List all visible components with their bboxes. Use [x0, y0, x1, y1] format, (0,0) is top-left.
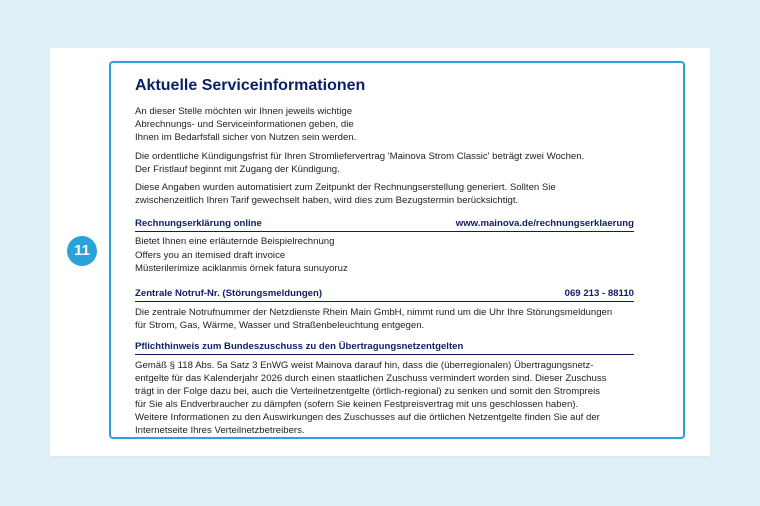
- list-item: Offers you an itemised draft invoice: [135, 249, 286, 261]
- notice-line: zwischenzeitlich Ihren Tarif gewechselt haben, wird dies zum Bezugstermin berücksichtigt.: [135, 195, 519, 206]
- text-line: Internetseite Ihres Verteilnetzbetreibers.: [135, 424, 305, 436]
- intro-line: Ihnen im Bedarfsfall sicher von Nutzen sein werden.: [135, 132, 357, 143]
- text-line: für Sie als Endverbraucher zu dämpfen (sofern Sie keinen Festpreisvertrag mit uns geschlossen haben).: [135, 398, 579, 410]
- text-line: Die zentrale Notrufnummer der Netzdienste Rhein Main GmbH, nimmt rund um die Uhr Ihre Störungsmeldungen: [135, 306, 613, 318]
- section-label: Rechnungserklärung online: [135, 218, 262, 229]
- section-label: Zentrale Notruf-Nr. (Störungsmeldungen): [135, 287, 323, 299]
- notice-line: Diese Angaben wurden automatisiert zum Zeitpunkt der Rechnungserstellung generiert. Sollten Sie: [135, 182, 556, 193]
- notice-line: Der Fristlauf beginnt mit Zugang der Kündigung.: [135, 164, 340, 175]
- invoice-explanation-list: [135, 235, 634, 276]
- emergency-text: [135, 306, 634, 332]
- intro-line: An dieser Stelle möchten wir Ihnen jeweils wichtige: [135, 106, 353, 117]
- section-header-federal-subsidy: [135, 341, 634, 355]
- text-line: für Strom, Gas, Wärme, Wasser und Straßenbeleuchtung entgegen.: [135, 319, 425, 331]
- termination-notice: [135, 150, 634, 176]
- list-item: Bietet Ihnen eine erläuternde Beispielrechnung: [135, 236, 335, 247]
- intro-paragraph: [135, 105, 634, 144]
- section-header-invoice-explanation: [135, 218, 634, 232]
- emergency-phone-number: 069 213 - 88110: [564, 287, 634, 299]
- notice-line: Die ordentliche Kündigungsfrist für Ihren Stromliefervertrag 'Mainova Strom Classic' beträgt zwei Wochen.: [135, 151, 585, 162]
- section-header-emergency: [135, 288, 634, 302]
- step-number-badge: 11: [67, 236, 97, 266]
- page-title: Aktuelle Serviceinformationen: [135, 77, 366, 94]
- invoice-explanation-link[interactable]: www.mainova.de/rechnungserklaerung: [455, 218, 634, 229]
- text-line: trägt in der Folge dazu bei, auch die Verteilnetzentgelte (örtlich-regional) zu senken und somit den Strompreis: [135, 385, 601, 397]
- federal-subsidy-text: [135, 359, 634, 437]
- text-line: entgelte für das Kalenderjahr 2026 durch einen staatlichen Zuschuss vermindert worden sind. Dieser Zuschuss: [135, 372, 607, 384]
- text-line: Weitere Informationen zu den Auswirkungen des Zuschusses auf die örtlichen Netzentgelte finden Sie auf der: [135, 411, 600, 423]
- automation-notice: [135, 181, 634, 207]
- service-info-card: [109, 61, 685, 439]
- list-item: Müsterilerimize aciklanmis örnek fatura sunuyoruz: [135, 263, 348, 274]
- text-line: Gemäß § 118 Abs. 5a Satz 3 EnWG weist Mainova darauf hin, dass die (überregionalen) Übertragungsnetz-: [135, 359, 594, 371]
- intro-line: Abrechnungs- und Serviceinformationen geben, die: [135, 119, 354, 130]
- section-label: Pflichthinweis zum Bundeszuschuss zu den Übertragungsnetzentgelten: [135, 340, 464, 352]
